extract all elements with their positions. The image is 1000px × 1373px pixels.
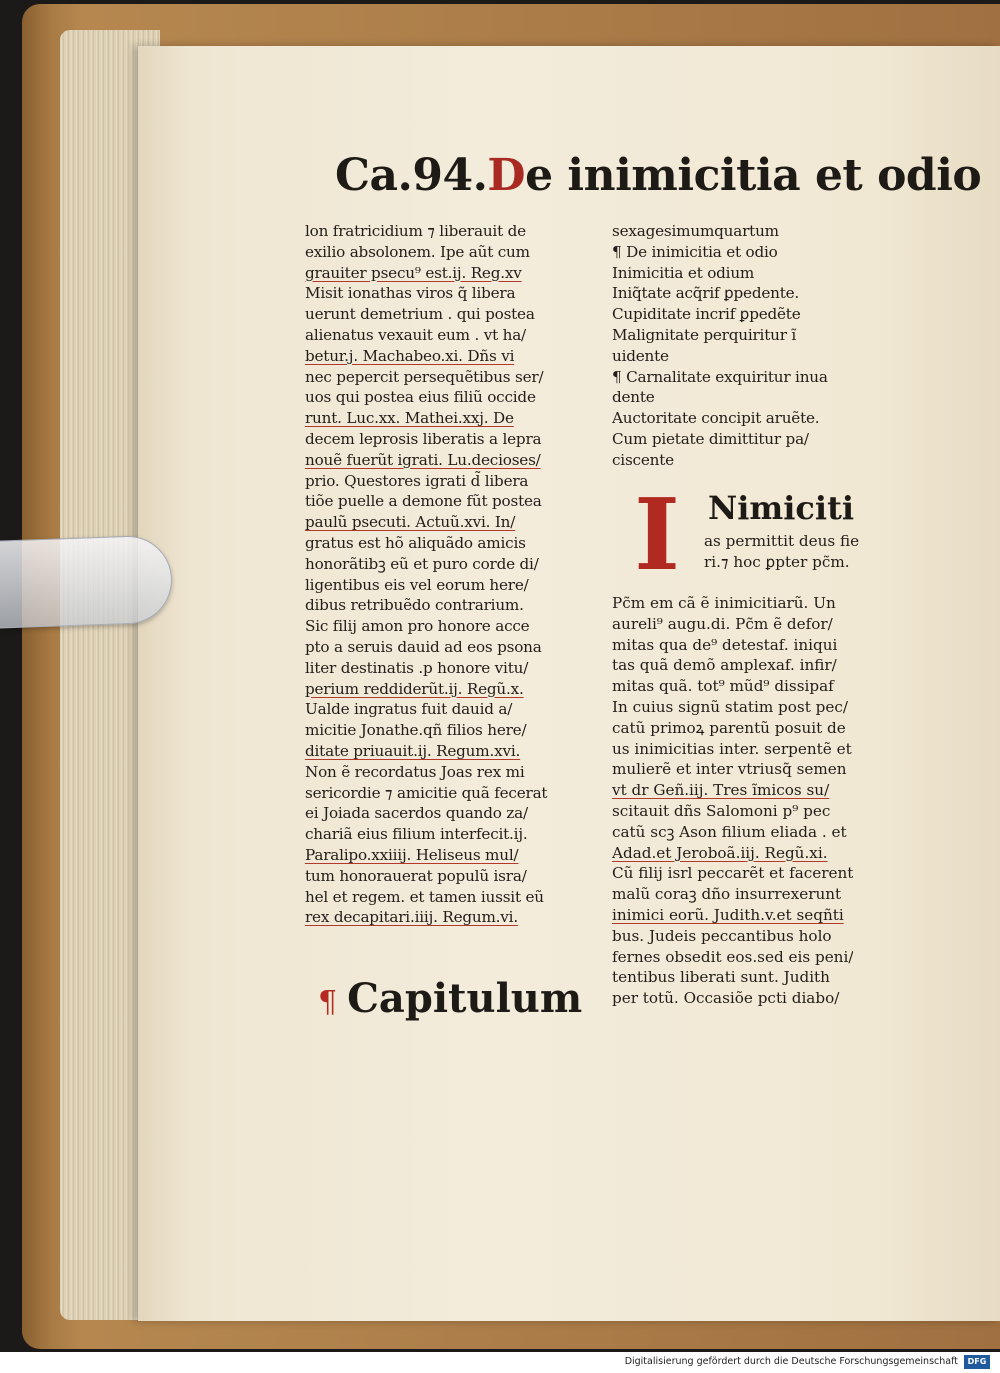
left-column-line: liter destinatis .p honore vitu/: [305, 658, 529, 677]
right-column-top-line: Cupiditate incrif ꝑpedẽte: [612, 305, 801, 324]
right-column-top-line: Cum pietate dimittitur pa/: [612, 429, 809, 448]
left-column-line: prio. Questores igrati d̃ libera: [305, 471, 529, 490]
left-column-line: hel et regem. et tamen iussit eũ: [305, 887, 544, 906]
right-column-body-line: Adad.et Jeroboã.iij. Regũ.xi.: [612, 843, 828, 862]
right-column-body-line: fernes obsedit eos.sed eis peni/: [612, 947, 854, 966]
left-column-line: nec pepercit persequẽtibus ser/: [305, 367, 544, 386]
left-column-line: Sic filij amon pro honore acce: [305, 617, 530, 636]
left-column-line: Paralipo.xxiiij. Heliseus mul/: [305, 845, 519, 864]
right-column-body-line: scitauit dñs Salomoni p⁹ pec: [612, 801, 831, 820]
right-column-body-line: Pc̃m em cã ẽ inimicitiarũ. Un: [612, 594, 836, 612]
left-column-line: grauiter psecu⁹ est.ij. Reg.xv: [305, 263, 522, 282]
left-column-line: Ualde ingratus fuit dauid a/: [305, 700, 513, 719]
heading-title: e inimicitia et odio: [525, 150, 982, 201]
right-column-body-line: vt dr Geñ.iij. Tres ĩmicos su/: [612, 781, 830, 800]
capitulum-word: Capitulum: [347, 975, 583, 1022]
pilcrow-mark: ¶: [318, 985, 338, 1020]
left-column-line: pto a seruis dauid ad eos psona: [305, 637, 542, 656]
left-column-line: rex decapitari.iiij. Regum.vi.: [305, 908, 518, 927]
left-column-line: ligentibus eis vel eorum here/: [305, 575, 529, 594]
right-column-top-line: uidente: [612, 346, 669, 365]
heading-chapter-number: .94.: [397, 150, 488, 201]
left-column-line: perium reddiderũt.ij. Regũ.x.: [305, 679, 524, 698]
left-column-line: alienatus vexauit eum . vt ha/: [305, 325, 526, 344]
left-column-line: ei Joiada sacerdos quando za/: [305, 804, 528, 823]
right-column-top-line: ciscente: [612, 450, 674, 469]
left-column-line: uerunt demetrium . qui postea: [305, 305, 535, 324]
page-holder-clip: [0, 535, 173, 630]
left-column-line: decem leprosis liberatis a lepra: [305, 429, 542, 448]
right-column-top-line: sexagesimumquartum: [612, 222, 779, 240]
right-text-column-body: [612, 593, 853, 1009]
left-column-line: chariã eius filium interfecit.ij.: [305, 825, 528, 844]
right-column-body-line: mitas qua de⁹ detestaf. iniqui: [612, 635, 838, 654]
right-column-top-line: Auctoritate concipit aruẽte.: [612, 409, 820, 428]
red-initial-letter: I: [634, 478, 680, 593]
right-column-body-line: per totũ. Occasiõe pcti diabo/: [612, 989, 840, 1008]
right-column-top-line: ¶ De inimicitia et odio: [612, 242, 778, 261]
left-column-line: tiõe puelle a demone fũt postea: [305, 492, 542, 511]
right-column-body-line: mitas quã. tot⁹ mũd⁹ dissipaf: [612, 677, 834, 696]
left-column-line: Non ẽ recordatus Joas rex mi: [305, 762, 525, 781]
right-column-body-line: inimici eorũ. Judith.v.et seqñti: [612, 905, 844, 924]
left-column-line: micitie Jonathe.qñ filios here/: [305, 721, 527, 740]
right-column-body-line: tas quã demõ amplexaf. infir/: [612, 656, 837, 675]
capitulum-heading: [318, 975, 588, 1029]
right-column-body-line: aureli⁹ augu.di. Pc̃m ẽ defor/: [612, 614, 833, 633]
right-column-body-line: tentibus liberati sunt. Judith: [612, 968, 830, 987]
right-column-body-line: bus. Judeis peccantibus holo: [612, 926, 832, 945]
right-column-body-line: Cũ filij isrl peccarẽt et facerent: [612, 864, 854, 883]
right-column-top-line: Inimicitia et odium: [612, 263, 755, 282]
right-column-body-line: In cuius signũ statim post pec/: [612, 697, 848, 716]
left-column-line: betur.j. Machabeo.xi. Dñs vi: [305, 346, 515, 365]
digitization-credit: Digitalisierung gefördert durch die Deutsche Forschungsgemeinschaft: [624, 1356, 958, 1367]
left-column-line: honorãtibꝫ eũ et puro corde di/: [305, 554, 539, 573]
text-beside-initial: [704, 531, 859, 573]
left-column-line: uos qui postea eius filiũ occide: [305, 388, 536, 407]
left-column-line: sericordie ⁊ amicitie quã fecerat: [305, 783, 548, 802]
left-column-line: lon fratricidium ⁊ liberauit de: [305, 222, 526, 240]
right-column-top-line: Malignitate perquiritur ĩ: [612, 325, 797, 344]
left-column-line: runt. Luc.xx. Mathei.xxj. De: [305, 409, 514, 428]
beside-initial-line: ri.⁊ hoc ꝑpter pc̃m.: [704, 552, 850, 571]
heading-chapter-cap: Ca: [335, 150, 398, 201]
left-column-line: gratus est hõ aliquãdo amicis: [305, 533, 526, 552]
right-column-top-line: Iniq̃tate acq̃rif ꝑpedente.: [612, 284, 800, 303]
left-column-line: ditate priuauit.ij. Regum.xvi.: [305, 741, 521, 760]
left-column-line: Misit ionathas viros q̃ libera: [305, 284, 516, 303]
left-column-line: exilio absolonem. Ipe aũt cum: [305, 242, 530, 261]
right-column-body-line: mulierẽ et inter vtriusq̃ semen: [612, 760, 847, 779]
right-text-column-top: [612, 221, 884, 471]
right-column-top-line: ¶ Carnalitate exquiritur inua: [612, 367, 828, 386]
right-column-body-line: catũ primoꝝ parentũ posuit de: [612, 718, 846, 737]
heading-red-initial: D: [487, 150, 526, 201]
page-heading: [335, 150, 982, 214]
chapter-opening-word: Nimiciti: [708, 489, 854, 527]
beside-initial-line: as permittit deus fie: [704, 532, 860, 550]
left-column-line: tum honorauerat populũ isra/: [305, 866, 527, 885]
left-column-line: dibus retribuẽdo contrarium.: [305, 596, 524, 615]
right-column-body-line: malũ coraꝫ dño insurrexerunt: [612, 885, 842, 904]
left-column-line: paulũ psecuti. Actuũ.xvi. In/: [305, 513, 516, 532]
right-column-body-line: us inimicitias inter. serpentẽ et: [612, 739, 852, 758]
right-column-top-line: dente: [612, 388, 655, 407]
left-text-column: [305, 221, 585, 928]
right-column-body-line: catũ scꝫ Ason filium eliada . et: [612, 822, 847, 841]
left-column-line: nouẽ fuerũt igrati. Lu.decioses/: [305, 450, 541, 469]
dfg-logo: DFG: [964, 1355, 990, 1369]
